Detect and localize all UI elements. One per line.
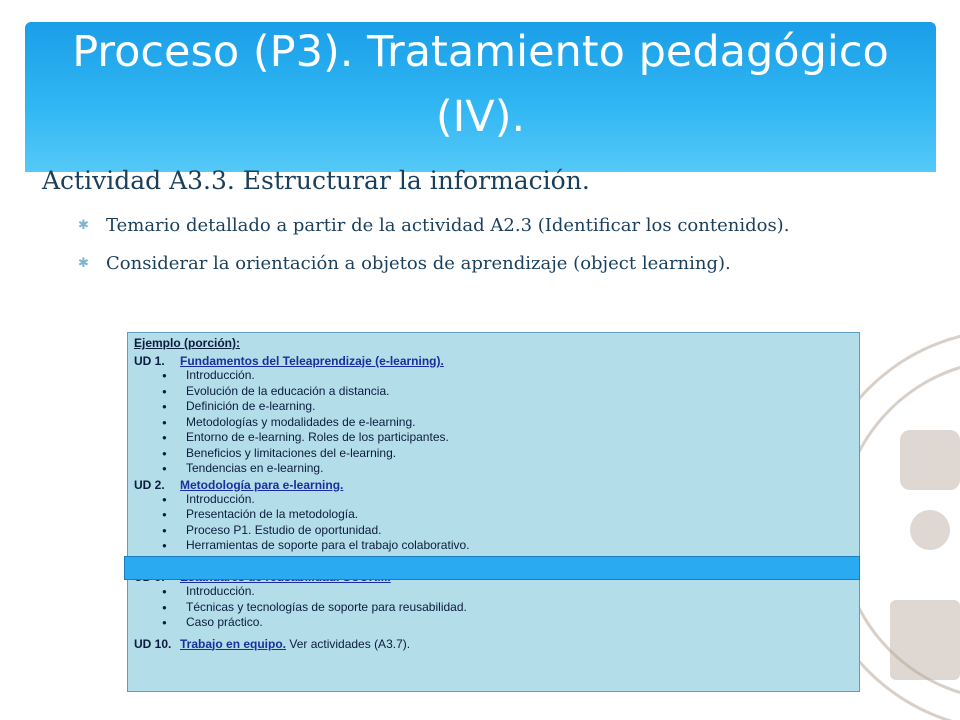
unit-items <box>134 584 853 631</box>
bullet-item <box>78 213 858 239</box>
slide-title: Proceso (P3). Tratamiento pedagógico (IV). <box>72 27 889 142</box>
unit-heading <box>134 478 853 492</box>
highlight-strip <box>124 556 860 580</box>
list-item: ● Entorno de e-learning. Roles de los participantes. <box>186 430 853 446</box>
unit-note: Ver actividades (A3.7). <box>286 636 411 651</box>
bullet-list <box>78 213 858 289</box>
list-item: ● Beneficios y limitaciones del e-learning. <box>186 446 853 462</box>
list-item: ● Herramientas de soporte para el trabajo colaborativo. <box>186 538 853 554</box>
list-item: ● Técnicas y tecnologías de soporte para reusabilidad. <box>186 600 853 616</box>
bullet-text: Considerar la orientación a objetos de aprendizaje (object learning). <box>106 253 731 274</box>
list-item: ● Caso práctico. <box>186 615 853 631</box>
unit-title-link[interactable]: Metodología para e-learning. <box>180 477 344 492</box>
list-item: ● Proceso P1. Estudio de oportunidad. <box>186 523 853 539</box>
list-item: ● Introducción. <box>186 368 853 384</box>
bullet-item <box>78 251 858 277</box>
list-item: ● Introducción. <box>186 584 853 600</box>
unit-heading <box>134 354 853 368</box>
example-syllabus-image <box>127 332 860 692</box>
list-item: ● Definición de e-learning. <box>186 399 853 415</box>
unit-heading <box>134 637 853 651</box>
list-item: ● Metodologías y modalidades de e-learning. <box>186 415 853 431</box>
unit-items <box>134 368 853 477</box>
example-heading: Ejemplo (porción): <box>134 336 240 350</box>
unit-number: UD 1. <box>134 354 165 368</box>
university-seal-icon <box>860 300 960 720</box>
list-item: ● Evolución de la educación a distancia. <box>186 384 853 400</box>
unit-title-link[interactable]: Trabajo en equipo. <box>180 636 287 651</box>
unit-title-link[interactable]: Fundamentos del Teleaprendizaje (e-learning). <box>180 354 444 368</box>
list-item: ● Presentación de la metodología. <box>186 507 853 523</box>
unit-number: UD 10. <box>134 636 172 651</box>
list-item: ● Tendencias en e-learning. <box>186 461 853 477</box>
unit-number: UD 2. <box>134 477 165 492</box>
list-item: ● Introducción. <box>186 492 853 508</box>
bullet-text: Temario detallado a partir de la actividad A2.3 (Identificar los contenidos). <box>106 215 790 236</box>
activity-subtitle: Actividad A3.3. Estructurar la información. <box>42 166 590 195</box>
asterisk-bullet-icon: ✱ <box>78 218 89 233</box>
asterisk-bullet-icon: ✱ <box>78 256 89 271</box>
